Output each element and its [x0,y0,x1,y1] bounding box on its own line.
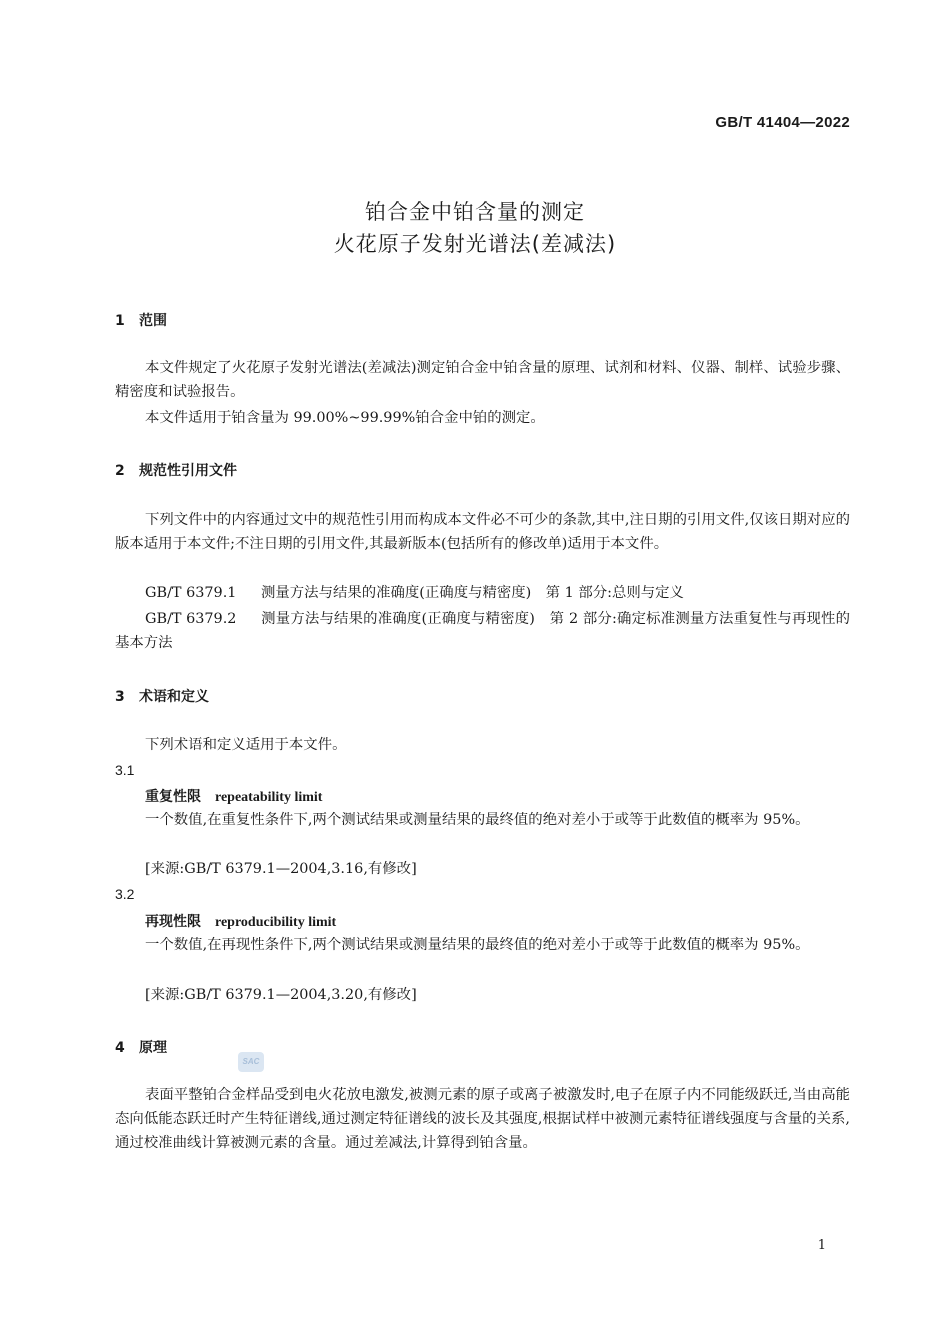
title-line-2: 火花原子发射光谱法(差减法) [333,232,617,256]
term-3-2-english: reproducibility limit [215,915,337,930]
term-3-2-chinese: 再现性限 [145,914,201,930]
section-3-title: 术语和定义 [139,689,209,705]
section-1-paragraph-2: 本文件适用于铂含量为 99.00%~99.99%铂合金中铂的测定。 [145,410,545,426]
term-3-1-chinese: 重复性限 [145,789,201,805]
term-3-1-heading [145,786,322,806]
section-4-heading [115,1037,167,1057]
reference-code: GB/T 6379.2 [145,611,237,627]
normative-reference [115,607,850,655]
section-1-heading [115,310,167,330]
section-4-number: 4 [115,1040,125,1056]
section-2-title: 规范性引用文件 [139,463,237,479]
term-3-1-number: 3.1 [115,762,135,778]
reference-title: 测量方法与结果的准确度(正确度与精密度) 第 1 部分:总则与定义 [261,585,684,601]
term-3-1-source: [来源:GB/T 6379.1—2004,3.16,有修改] [145,861,417,877]
section-2-number: 2 [115,463,125,479]
normative-reference [115,581,850,605]
reference-title: 测量方法与结果的准确度(正确度与精密度) 第 2 部分:确定标准测量方法重复性与再现性的基本方法 [115,611,850,651]
section-1-number: 1 [115,313,125,329]
reference-code: GB/T 6379.1 [145,585,237,601]
section-1-title: 范围 [139,313,167,329]
term-3-1-definition: 一个数值,在重复性条件下,两个测试结果或测量结果的最终值的绝对差小于或等于此数值的概率为 95%。 [145,812,810,828]
term-3-2-number: 3.2 [115,886,135,902]
standard-code: GB/T 41404—2022 [715,114,850,131]
term-3-2-source: [来源:GB/T 6379.1—2004,3.20,有修改] [145,987,417,1003]
section-1-paragraph-1: 本文件规定了火花原子发射光谱法(差减法)测定铂合金中铂含量的原理、试剂和材料、仪器、制样、试验步骤、精密度和试验报告。 [115,360,850,400]
sac-watermark-logo: SAC [238,1052,264,1072]
title-line-1: 铂合金中铂含量的测定 [365,200,585,224]
term-3-2-definition: 一个数值,在再现性条件下,两个测试结果或测量结果的最终值的绝对差小于或等于此数值的概率为 95%。 [145,937,810,953]
section-2-paragraph-1: 下列文件中的内容通过文中的规范性引用而构成本文件必不可少的条款,其中,注日期的引用文件,仅该日期对应的版本适用于本文件;不注日期的引用文件,其最新版本(包括所有的修改单)适用于本文件。 [115,512,850,552]
document-title [0,196,950,260]
section-2-heading [115,460,237,480]
term-3-2-heading [145,911,336,931]
section-3-heading [115,686,209,706]
term-3-1-english: repeatability limit [215,790,323,805]
page-number: 1 [817,1238,826,1253]
section-4-paragraph-1: 表面平整铂合金样品受到电火花放电激发,被测元素的原子或离子被激发时,电子在原子内不同能级跃迁,当由高能态向低能态跃迁时产生特征谱线,通过测定特征谱线的波长及其强度,根据试样中被测元素特征谱线强度与含量的关系,通过校准曲线计算被测元素的含量。通过差减法,计算得到铂含量。 [115,1087,850,1151]
section-3-paragraph-1: 下列术语和定义适用于本文件。 [145,737,347,753]
section-3-number: 3 [115,689,125,705]
section-4-title: 原理 [139,1040,167,1056]
